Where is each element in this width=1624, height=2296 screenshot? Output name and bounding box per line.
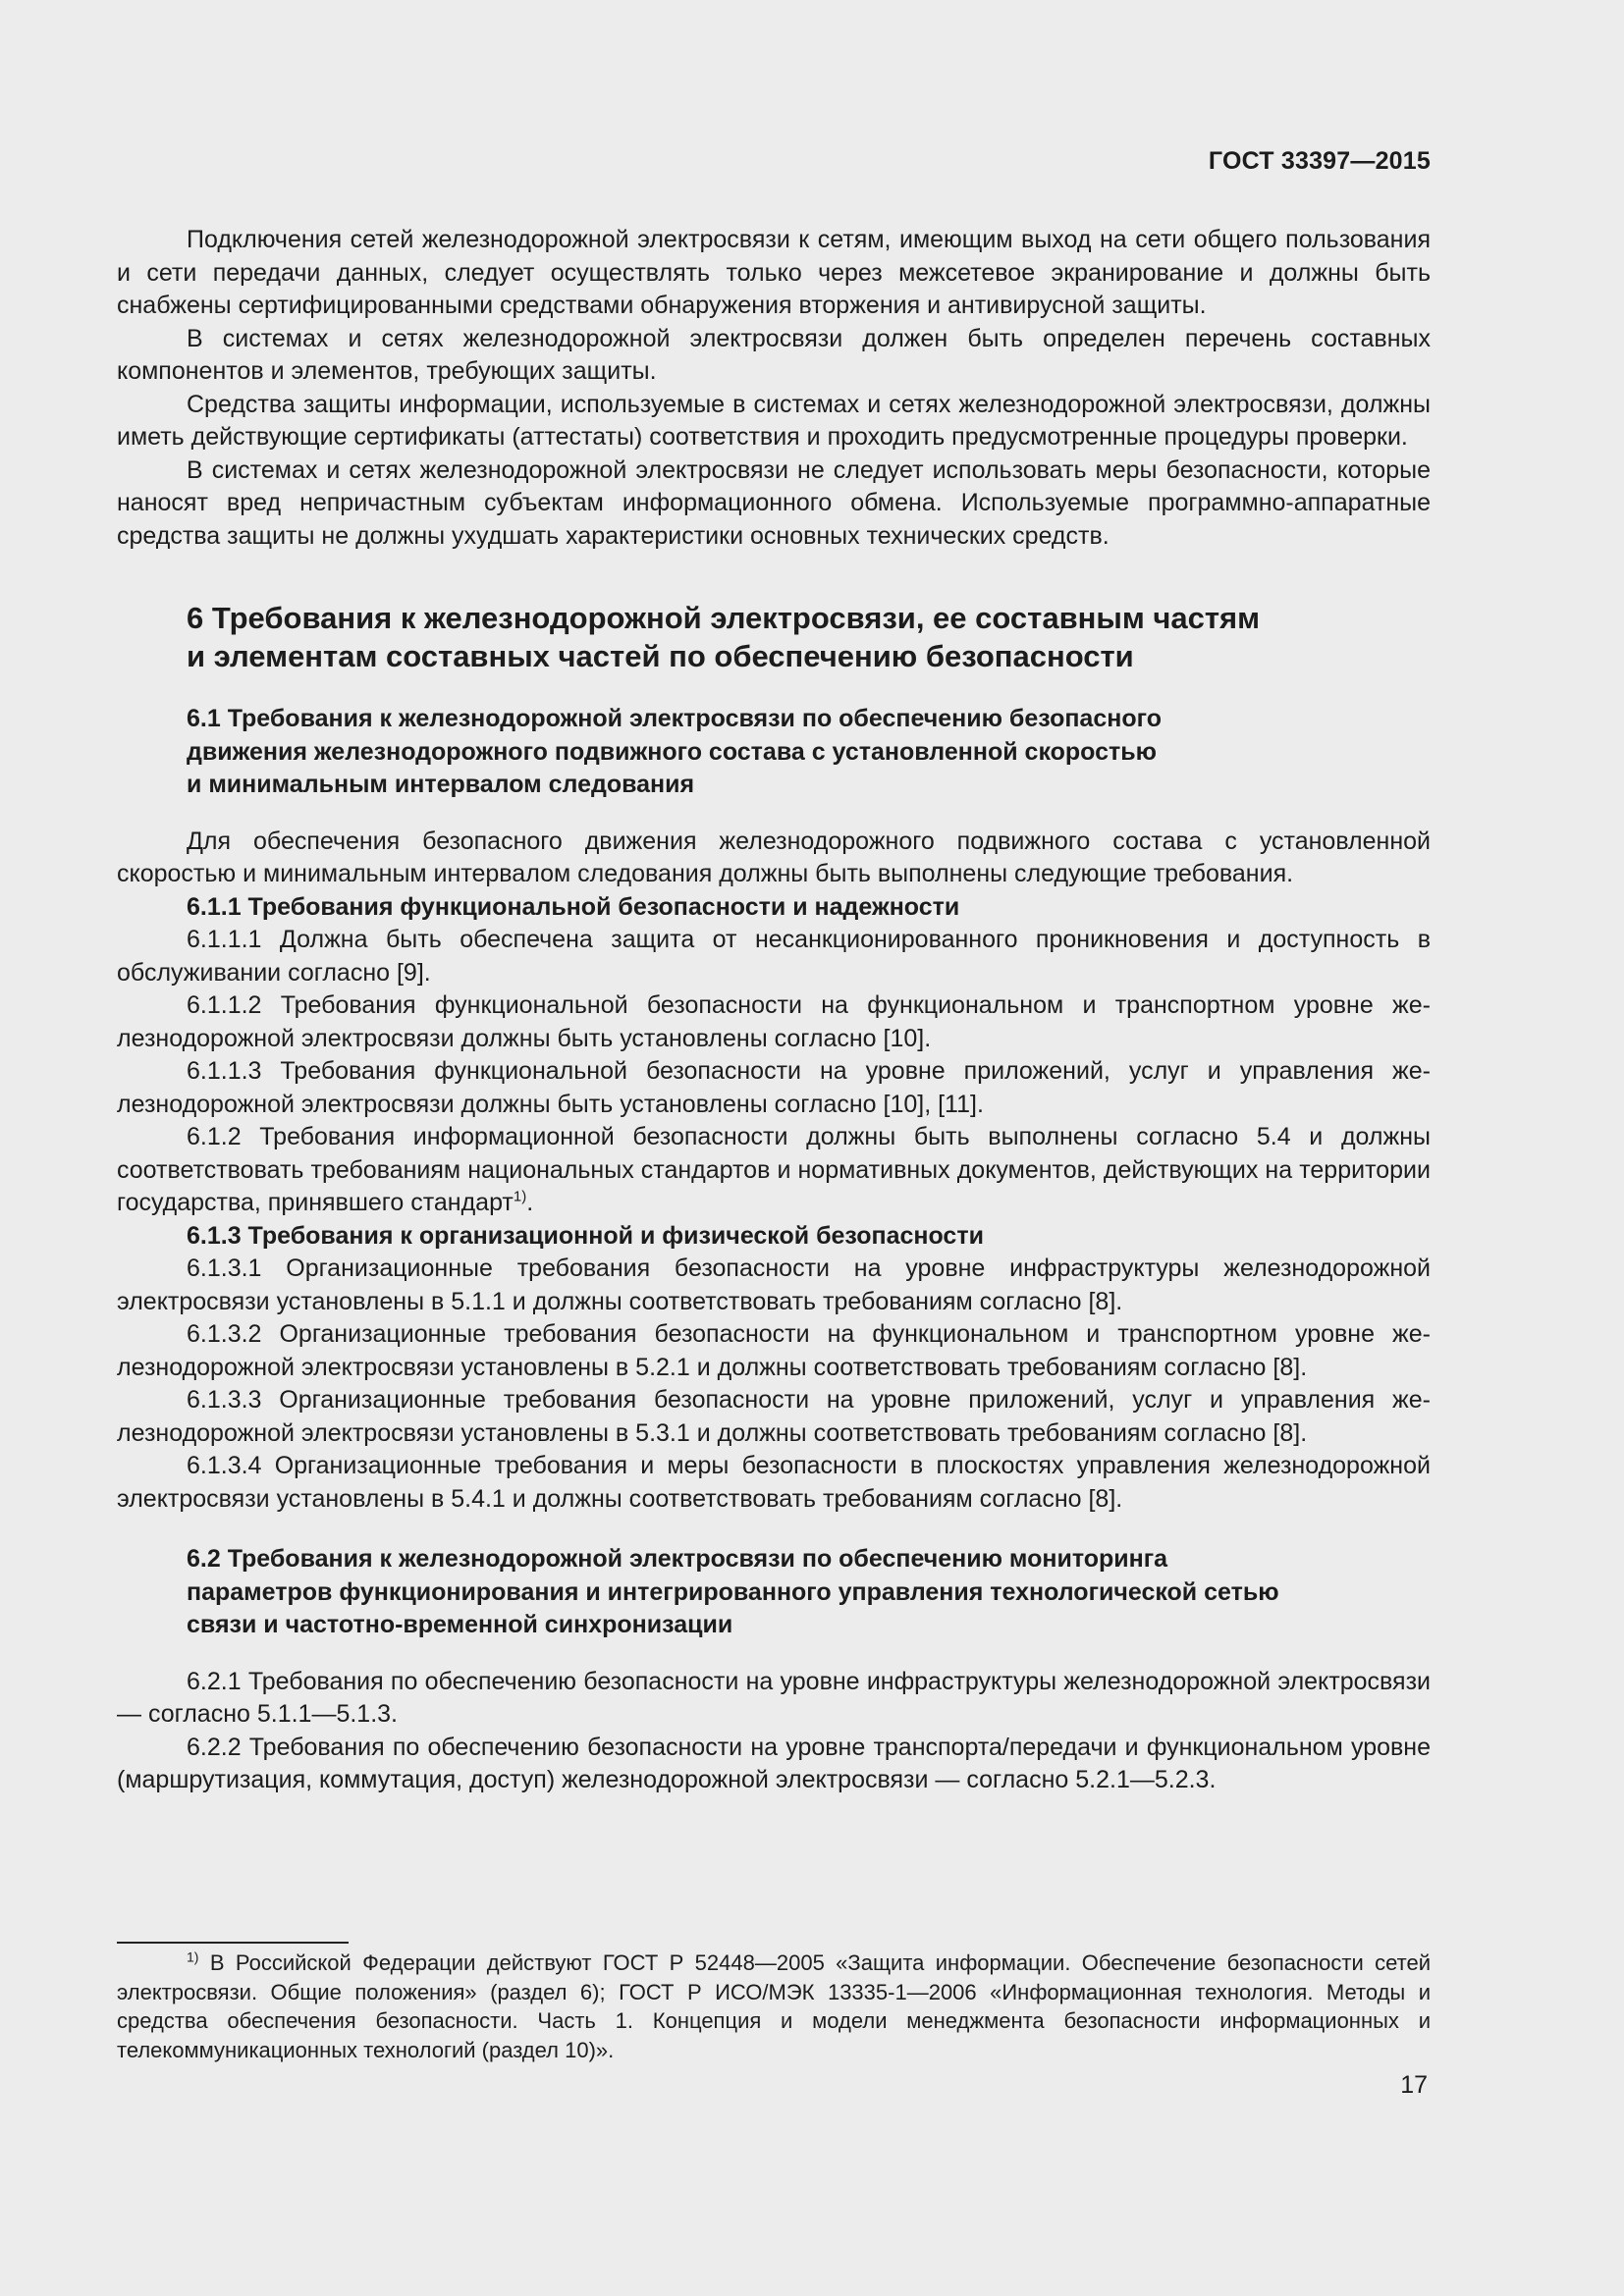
footnote-reference[interactable]: 1) — [513, 1188, 527, 1205]
clause-6-1-1-3: 6.1.1.3 Требования функциональной безопасности на уровне приложений, услуг и управления железнодорожной электросвязи должны быть установлены согласно [10], [11]. — [117, 1057, 1431, 1118]
intro-paragraph-2: В системах и сетях железнодорожной электросвязи должен быть определен перечень составных компонентов и элементов, требующих защиты. — [117, 324, 1431, 385]
page-number: 17 — [1400, 2071, 1428, 2099]
clause-6-1-2 — [117, 1121, 1431, 1220]
section-6-heading-line-1: 6 Требования к железнодорожной электросвязи, ее составным частям — [187, 601, 1261, 635]
clause-6-1-1-heading — [117, 891, 1431, 925]
document-body — [117, 224, 1431, 1797]
clause-6-1-1-2: 6.1.1.2 Требования функциональной безопасности на функциональном и транспортном уровне железнодорожной электросвязи должны быть установлены согласно [10]. — [117, 991, 1431, 1052]
section-6-1-heading-line-1: 6.1 Требования к железнодорожной электросвязи по обеспечению безопасного — [187, 705, 1162, 732]
clause-6-1-1-1: 6.1.1.1 Должна быть обеспечена защита от несанкционированного проникновения и доступность в обслуживании согласно [9]. — [117, 926, 1431, 987]
clause-6-1-2-text: 6.1.2 Требования информационной безопасности должны быть выполнены согласно 5.4 и должны соответствовать требованиям национальных стандартов и нормативных документов, действующих на территории государства, принявшего стандарт — [117, 1123, 1431, 1216]
clause-6-1-3-4: 6.1.3.4 Организационные требования и меры безопасности в плоскостях управления железнодорожной электросвязи установлены в 5.4.1 и должны соответствовать требованиям согласно [8]. — [117, 1452, 1431, 1513]
clause-6-1-3-heading — [117, 1220, 1431, 1254]
footnote — [117, 1949, 1431, 2064]
clause-6-1-3-2: 6.1.3.2 Организационные требования безопасности на функциональном и транспортном уровне железнодорожной электросвязи установлены в 5.2.1 и должны соответствовать требованиям согласно [8]. — [117, 1320, 1431, 1381]
footnote-text: В Российской Федерации действуют ГОСТ Р 52448—2005 «Защита информации. Обеспечение безопасности сетей электросвязи. Общие положения» (раздел 6); ГОСТ Р ИСО/МЭК 13335-1—2006 «Информационная технология. Методы и средства обеспечения безопасности. Часть 1. Концепция и модели менеджмента безопасности информационных и телекоммуникационных технологий (раздел 10)». — [117, 1950, 1431, 2062]
clause-6-2-2: 6.2.2 Требования по обеспечению безопасности на уровне транспорта/передачи и функциональном уровне (маршрутизация, коммутация, доступ) железнодорожной электросвязи — согласно 5.2.1—5.2.3. — [117, 1733, 1431, 1793]
intro-paragraph-1: Подключения сетей железнодорожной электросвязи к сетям, имеющим выход на сети общего пользования и сети передачи данных, следует осуществлять только через межсетевое экранирование и должны быть снабжены сертифицированными средствами обнаружения вторжения и антивирусной защиты. — [117, 226, 1431, 319]
clause-6-1-2-end: . — [526, 1189, 534, 1216]
intro-paragraph-3: Средства защиты информации, используемые в системах и сетях железнодорожной электросвязи, должны иметь действующие сертификаты (аттестаты) соответствия и проходить предусмотренные процедуры проверки. — [117, 390, 1431, 451]
clause-6-1-1-heading-text: 6.1.1 Требования функциональной безопасности и надежности — [187, 892, 960, 921]
section-6-2-heading-line-1: 6.2 Требования к железнодорожной электросвязи по обеспечению мониторинга — [187, 1545, 1168, 1573]
clause-6-1-3-3: 6.1.3.3 Организационные требования безопасности на уровне приложений, услуг и управления железнодорожной электросвязи установлены в 5.3.1 и должны соответствовать требованиям согласно [8]. — [117, 1386, 1431, 1447]
footnote-separator — [117, 1942, 349, 1944]
document-code-header: ГОСТ 33397—2015 — [1208, 147, 1431, 175]
section-6-2-heading-line-3: связи и частотно-временной синхронизации — [187, 1611, 733, 1638]
section-6-1-heading — [187, 703, 1404, 802]
section-6-2-heading-line-2: параметров функционирования и интегрированного управления технологической сетью — [187, 1577, 1279, 1606]
section-6-2-heading — [187, 1543, 1404, 1642]
section-6-heading-line-2: и элементам составных частей по обеспечению безопасности — [187, 639, 1134, 673]
section-6-1-heading-line-2: движения железнодорожного подвижного состава с установленной скоростью — [187, 737, 1157, 766]
clause-6-2-1: 6.2.1 Требования по обеспечению безопасности на уровне инфраструктуры железнодорожной электросвязи — согласно 5.1.1—5.1.3. — [117, 1667, 1431, 1728]
section-6-1-intro: Для обеспечения безопасного движения железнодорожного подвижного состава с установленной скоростью и минимальным интервалом следования должны быть выполнены следующие требования. — [117, 827, 1431, 887]
section-6-heading — [187, 599, 1365, 675]
section-6-1-heading-line-3: и минимальным интервалом следования — [187, 771, 695, 798]
clause-6-1-3-1: 6.1.3.1 Организационные требования безопасности на уровне инфраструктуры железнодорожной электросвязи установлены в 5.1.1 и должны соответствовать требованиям согласно [8]. — [117, 1255, 1431, 1315]
footnote-marker: 1) — [187, 1949, 199, 1965]
clause-6-1-3-heading-text: 6.1.3 Требования к организационной и физической безопасности — [187, 1221, 984, 1250]
intro-paragraph-4: В системах и сетях железнодорожной электросвязи не следует использовать меры безопасности, которые наносят вред непричастным субъектам информационного обмена. Используемые программно-аппаратные средства защиты не должны ухудшать характеристики основных технических средств. — [117, 455, 1431, 550]
